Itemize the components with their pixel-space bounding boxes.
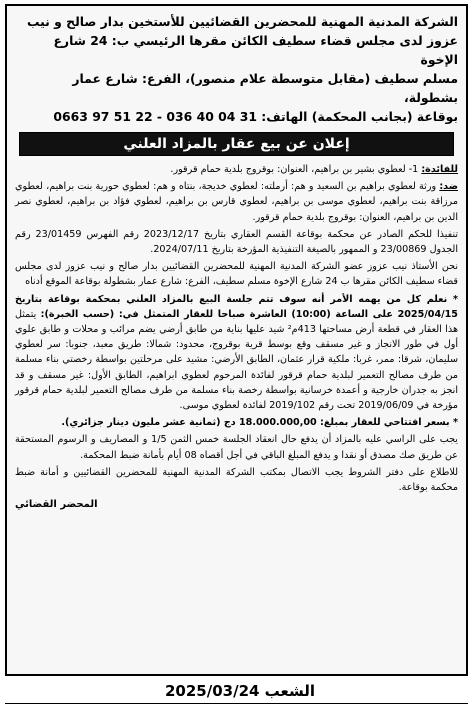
notice-frame [5, 4, 468, 676]
bailiff-paragraph: نحن الأستاذ نيب عزوز عضو الشركة المدنية المهنية للمحضرين القضائيين بدار صالح و نيب عزوز لدى مجلس قضاء سطيف الكائن مقرها ب 24 شارع الإخوة مسلم سطيف، الفرع: شارع عمار بشطولة بوقاعة الموقع أدناه [15, 261, 458, 288]
header-line-4: بوقاعة (بجانب المحكمة) الهاتف: 31 04 40 036 - 22 51 97 0663 [53, 109, 458, 124]
header-line-3: مسلم سطيف (مقابل متوسطة علام منصور)، الفرع: شارع عمار بشطولة، [72, 71, 458, 105]
header-line-2: عزوز لدى مجلس قضاء سطيف الكائن مقرها الرئيسي ب: 24 شارع الإخوة [53, 33, 458, 67]
office-header [15, 12, 458, 126]
notice-body [15, 162, 458, 512]
defendants-label: ضد: [439, 181, 458, 193]
beneficiary-label: للفائدة: [421, 164, 458, 175]
publication-footer: الشعب 2025/03/24 [5, 678, 468, 704]
defendants-text: ورثة لعطوي براهيم بن السعيد و هم: أرملته: لعطوي خديجة، بنتاه و هم: لعطوي حورية بنت براهيم، لعطوي مرزاقة بنت براهيم، لعطوي موسى بن براهيم، لعطوي قارس بن براهيم، لعطوي فؤاد بن براهيم، لعطوي نصر الدين بن براهيم، العنوان: بوقروج بلدية حمام قرقور. [15, 181, 458, 223]
contact-paragraph: للاطلاع على دفتر الشروط يجب الاتصال بمكتب الشركة المدنية المهنية للمحضرين القضائيين و أمانة ضبط محكمة بوقاعة. [15, 466, 458, 494]
notice-title-banner: إعلان عن بيع عقار بالمزاد العلني [19, 132, 454, 156]
property-description: يتمثل هذا العقار في قطعة أرض مساحتها 413م² شيد عليها بناية من طابق أرضي يضم مرائب و محلات و طابق علوي أول في طور الانجاز و غير مسقف وقع بوسط قرية بوقروج، محدود: شمالا: طريق معبد، جنوبا: سر لعطوي سليمان، شرقا: ممر، غربا: ملكية قرار عثمان، الطابق الأرضي: مشيد على مرحلتين بواسطة رخصتي بناء مسلمة من طرف مصالح التعمير لبلدية حمام قرقور لفائدة المرحوم لعطوي ابراهيم، الطابق الأول: غير مسقف و قد انجز به جدران خارجية و أعمدة خرسانية بواسطة رخصة بناء مسلمة من طرف مصالح التعمير لبلدية حمام قرقور مؤرخة في 2019/06/09 تحت رقم 2019/102 لفائدة لعطوي موسى. [15, 308, 458, 412]
header-line-1: الشركة المدنية المهنية للمحضرين القضائيين للأستخين بدار صالح و نيب [27, 14, 458, 29]
judgment-paragraph: تنفيذا للحكم الصادر عن محكمة بوقاعة القسم العقاري بتاريخ 2023/12/17 رقم الفهرس 23/01459 رقم الجدول 23/00869 و الممهور بالصيغة التنفيذية المؤرخة بتاريخ 2024/07/11. [15, 228, 459, 256]
payment-terms: يجب على الراسي عليه بالمزاد أن يدفع حال انعقاد الجلسة خمس الثمن 1/5 و المصاريف و الرسوم المستحقة عن طريق صك مصدق أو نقدا و يدفع المبلغ الباقي في أجل أقصاه 08 أيام بأمانة ضبط المحكمة. [15, 434, 458, 461]
defendants-paragraph [15, 179, 458, 225]
auction-paragraph [15, 292, 458, 414]
beneficiary-paragraph [15, 162, 458, 177]
signature: المحضر القضائي [15, 499, 98, 511]
opening-price: * بسعر افتتاحي للعقار بمبلغ: 18.000.000,00 دج (ثمانية عشر مليون دينار جزائري). [61, 417, 458, 429]
auction-date-text: * نعلم كل من يهمه الأمر أنه سوف تتم جلسة البيع بالمزاد العلني بمحكمة بوقاعة بتاريخ 2025/04/15 على الساعة (10:00) العاشرة صباحا للعقار المتمثل في: (حسب الخبرة): [15, 293, 458, 320]
beneficiary-text: 1- لعطوي بشير بن براهيم، العنوان: بوقروج بلدية حمام قرقور. [170, 164, 419, 175]
